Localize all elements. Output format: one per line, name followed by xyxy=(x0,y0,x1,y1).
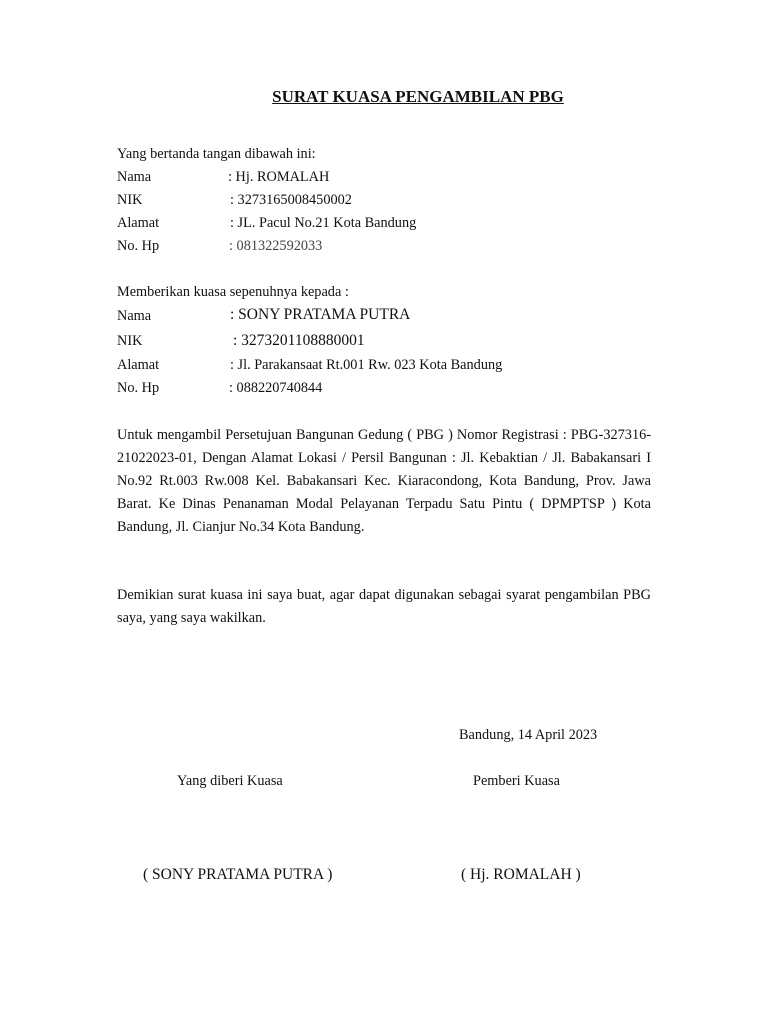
receiver-alamat-value: : Jl. Parakansaat Rt.001 Rw. 023 Kota Bandung xyxy=(230,357,503,373)
giver-role-label: Pemberi Kuasa xyxy=(473,773,560,789)
giver-nik-value: : 3273165008450002 xyxy=(230,192,352,208)
receiver-nik-label: NIK xyxy=(117,333,143,349)
giver-nama-value: : Hj. ROMALAH xyxy=(228,169,330,185)
giver-signature-name: ( Hj. ROMALAH ) xyxy=(461,866,581,883)
giver-nik-label: NIK xyxy=(117,192,143,208)
receiver-hp-label: No. Hp xyxy=(117,380,160,396)
letter-title: SURAT KUASA PENGAMBILAN PBG xyxy=(272,87,564,106)
receiver-alamat-label: Alamat xyxy=(117,357,160,373)
receiver-nik-value: : 3273201108880001 xyxy=(233,332,365,349)
closing-paragraph: Demikian surat kuasa ini saya buat, agar dapat digunakan sebagai syarat pengambilan PBG saya, yang saya wakilkan. xyxy=(117,587,651,626)
giver-alamat-label: Alamat xyxy=(117,215,160,231)
receiver-hp-value: : 088220740844 xyxy=(229,380,323,396)
receiver-nama-label: Nama xyxy=(117,308,152,324)
receiver-nama-value: : SONY PRATAMA PUTRA xyxy=(230,306,411,323)
grant-intro-text: Memberikan kuasa sepenuhnya kepada : xyxy=(117,284,349,300)
receiver-role-label: Yang diberi Kuasa xyxy=(177,773,283,789)
place-date: Bandung, 14 April 2023 xyxy=(459,727,598,743)
intro-text: Yang bertanda tangan dibawah ini: xyxy=(117,146,316,162)
receiver-signature-name: ( SONY PRATAMA PUTRA ) xyxy=(143,866,333,883)
giver-hp-label: No. Hp xyxy=(117,238,160,254)
giver-nama-label: Nama xyxy=(117,169,152,185)
giver-hp-value: : 081322592033 xyxy=(229,238,323,254)
purpose-paragraph: Untuk mengambil Persetujuan Bangunan Gedung ( PBG ) Nomor Registrasi : PBG-327316-21022023-01, Dengan Alamat Lokasi / Persil Bangunan : Jl. Kebaktian / Jl. Babakansari I No.92 Rt.003 Rw.008 Kel. Babakansari Kec. Kiaracondong, Kota Bandung, Prov. Jawa Barat. Ke Dinas Penanaman Modal Pelayanan Terpadu Satu Pintu ( DPMPTSP ) Kota Bandung, Jl. Cianjur No.34 Kota Bandung. xyxy=(117,427,651,535)
giver-alamat-value: : JL. Pacul No.21 Kota Bandung xyxy=(230,215,417,231)
